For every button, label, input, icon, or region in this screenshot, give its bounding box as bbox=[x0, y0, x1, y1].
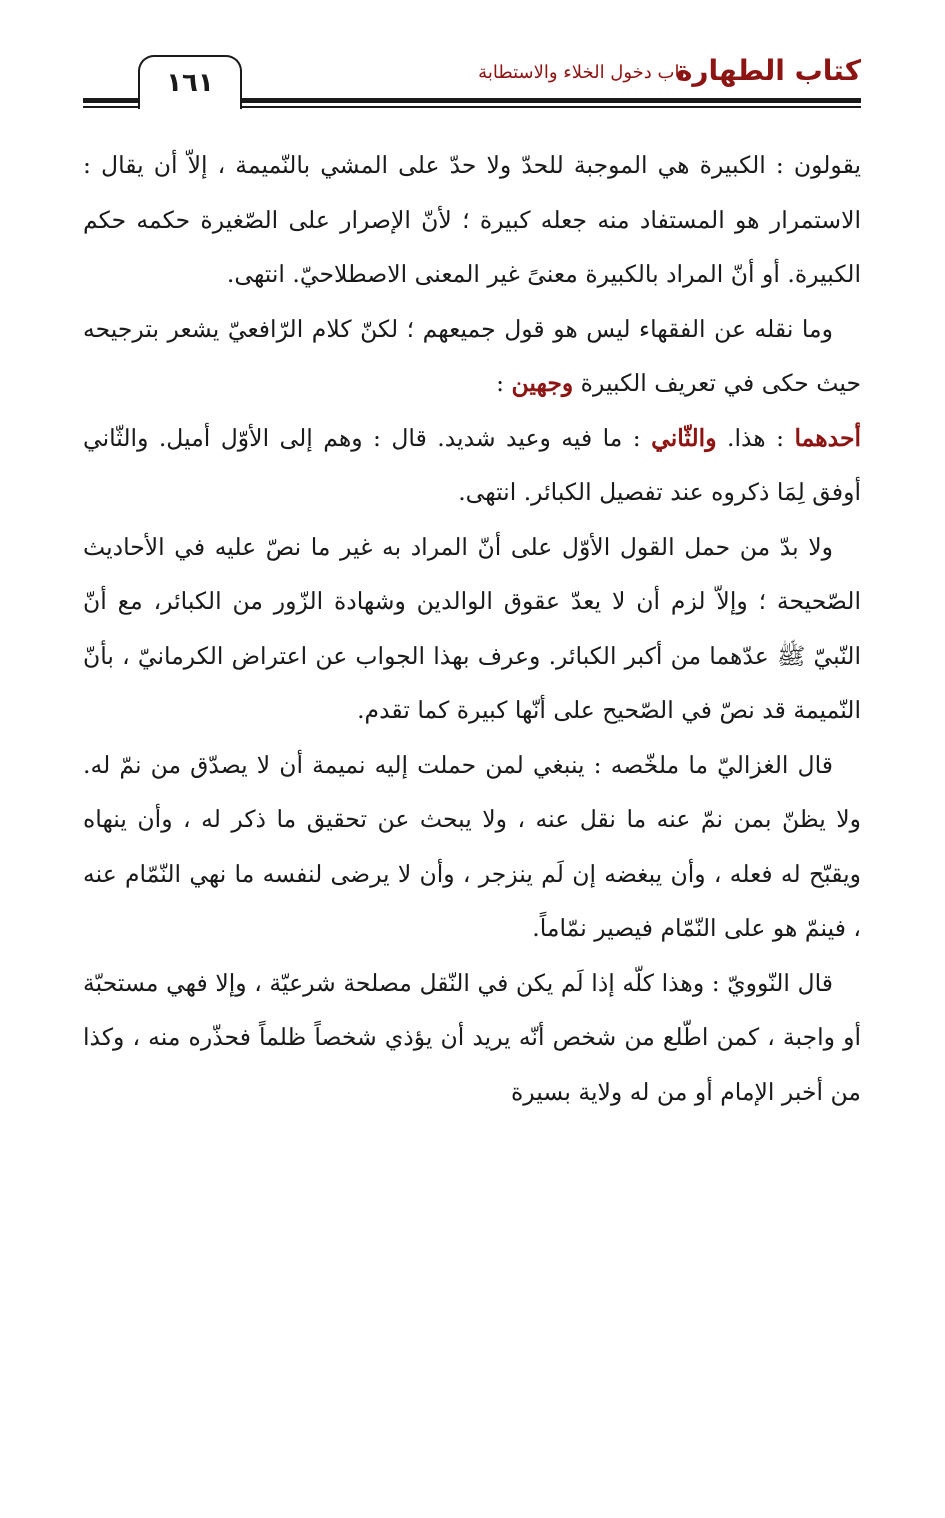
paragraph-3 bbox=[83, 411, 861, 520]
page-number: ١٦١ bbox=[166, 68, 214, 98]
highlight-two-views: وجهين bbox=[511, 369, 574, 397]
paragraph-2-text-a: وما نقله عن الفقهاء ليس هو قول جميعهم ؛ لكنّ كلام الرّافعيّ يشعر بترجيحه حيث حكى في تعريف الكبيرة bbox=[83, 314, 861, 397]
paragraph-2-text-b: : bbox=[496, 369, 512, 397]
paragraph-3-text-a: : هذا. bbox=[716, 423, 795, 452]
paragraph-3-text-b: : ما فيه وعيد شديد. قال : وهم إلى الأوّل أميل. والثّاني أوفق لِمَا ذكروه عند تفصيل الكبائر. انتهى. bbox=[83, 423, 861, 506]
page-header bbox=[83, 40, 861, 110]
page-number-box bbox=[138, 55, 242, 109]
highlight-second: والثّاني bbox=[651, 423, 717, 452]
paragraph-6: قال النّوويّ : وهذا كلّه إذا لَم يكن في النّقل مصلحة شرعيّة ، وإلا فهي مستحبّة أو واجبة ، كمن اطّلع من شخص أنّه يريد أن يؤذي شخصاً ظلماً فحذّره منه ، وكذا من أخبر الإمام أو من له ولاية بسيرة bbox=[83, 968, 861, 1106]
paragraph-4: ولا بدّ من حمل القول الأوّل على أنّ المراد به غير ما نصّ عليه في الأحاديث الصّحيحة ؛ وإلاّ لزم أن لا يعدّ عقوق الوالدين وشهادة الزّور من الكبائر، مع أنّ النّبيّ ﷺ عدّهما من أكبر الكبائر. وعرف بهذا الجواب عن اعتراض الكرمانيّ ، بأنّ النّميمة قد نصّ في الصّحيح على أنّها كبيرة كما تقدم. bbox=[83, 532, 861, 724]
highlight-first: أحدهما bbox=[794, 423, 861, 452]
chapter-title: باب دخول الخلاء والاستطابة bbox=[478, 62, 685, 83]
paragraph-5: قال الغزاليّ ما ملخّصه : ينبغي لمن حملت إليه نميمة أن لا يصدّق من نمّ له. ولا يظنّ بمن نمّ عنه ما نقل عنه ، ولا يبحث عن تحقيق ما ذكر له ، وأن ينهاه ويقبّح له فعله ، وأن يبغضه إن لَم ينزجر ، وأن لا يرضى لنفسه ما نهي النّمّام عنه ، فينمّ هو على النّمّام فيصير نمّاماً. bbox=[83, 750, 861, 942]
paragraph-1: يقولون : الكبيرة هي الموجبة للحدّ ولا حدّ على المشي بالنّميمة ، إلاّ أن يقال : الاستمرار هو المستفاد منه جعله كبيرة ؛ لأنّ الإصرار على الصّغيرة حكمه حكم الكبيرة. أو أنّ المراد بالكبيرة معنىً غير المعنى الاصطلاحيّ. انتهى. bbox=[83, 151, 861, 288]
paragraph-2 bbox=[83, 302, 861, 411]
book-title: كتاب الطهارة bbox=[675, 54, 861, 87]
page-body bbox=[83, 138, 861, 1119]
